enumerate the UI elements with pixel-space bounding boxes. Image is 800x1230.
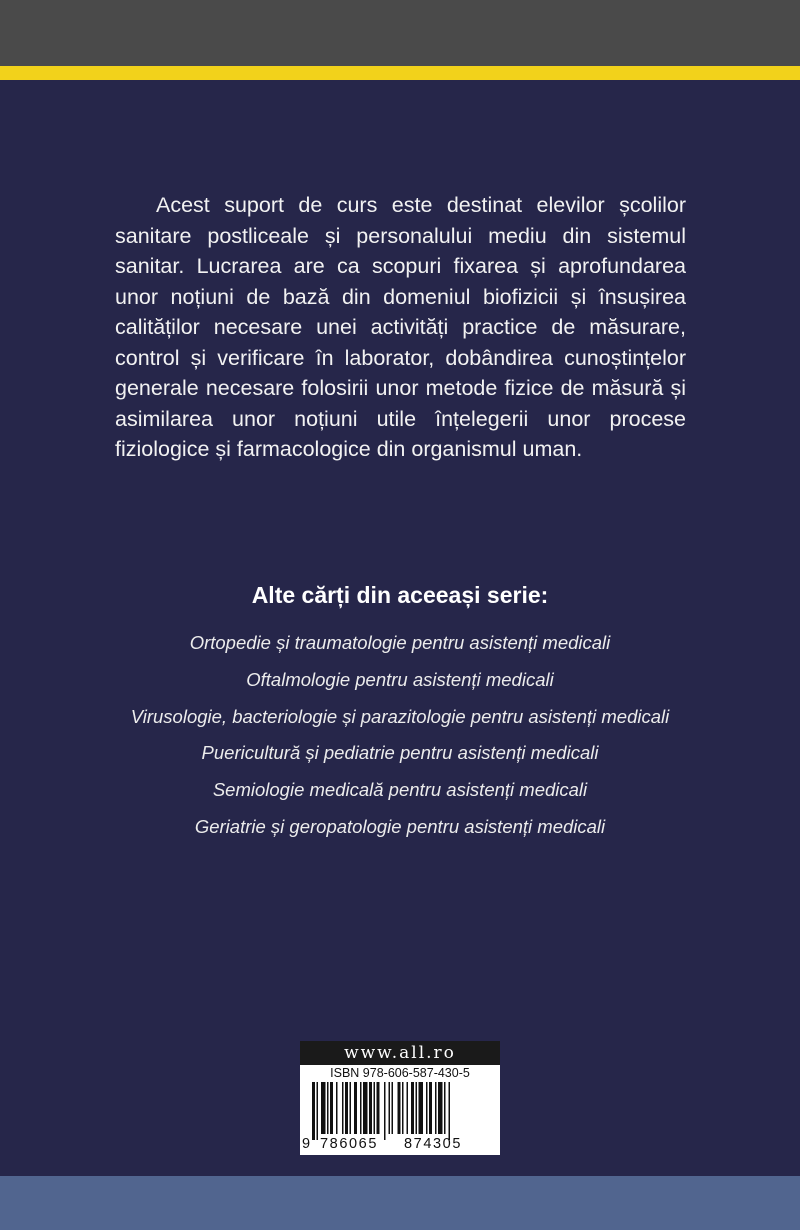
series-list (0, 628, 800, 849)
barcode-bar (438, 1082, 443, 1134)
barcode-bar (374, 1082, 376, 1134)
barcode-bar (354, 1082, 357, 1134)
bottom-band (0, 1176, 800, 1230)
top-band (0, 0, 800, 66)
barcode-bar (321, 1082, 326, 1134)
book-description: Acest suport de curs este destinat elevilor școlilor sanitare postliceale și personalului mediu din sistemul sanitar. Lucrarea are ca scopuri fixarea și aprofundarea unor noțiuni de bază din domeniul biofizicii și însușirea calităților necesare unei activități practice de măsurare, control și verificare în laborator, dobândirea cunoștințelor generale necesare folosirii unor metode fizice de măsură și asimilarea unor noțiuni utile înțelegerii unor procese fiziologice și farmacologice din organismul uman. (115, 193, 686, 461)
barcode-bar (429, 1082, 432, 1134)
series-item: Puericultură și pediatrie pentru asistenți medicali (201, 742, 599, 764)
series-title: Alte cărți din aceeași serie: (251, 582, 549, 608)
barcode-digits-left: 786065 (320, 1136, 378, 1152)
barcode-bar (360, 1082, 362, 1134)
barcode-bar (342, 1082, 344, 1134)
barcode-digits (300, 1136, 500, 1155)
barcode-bar (389, 1082, 391, 1134)
series-item: Virusologie, bacteriologie și parazitologie pentru asistenți medicali (130, 705, 670, 727)
barcode-bar (449, 1082, 451, 1140)
barcode-bar (350, 1082, 352, 1134)
series-item: Geriatrie și geropatologie pentru asistenți medicali (194, 815, 606, 837)
barcode-bar (416, 1082, 418, 1134)
barcode-bar (392, 1082, 394, 1134)
series-item: Ortopedie și traumatologie pentru asistenți medicali (189, 632, 611, 653)
barcode-bar (435, 1082, 437, 1134)
barcode-bar (426, 1082, 428, 1134)
barcode-bar (363, 1082, 368, 1134)
barcode-bar (444, 1082, 446, 1134)
barcode-bar (345, 1082, 348, 1134)
barcode-bar (317, 1082, 319, 1140)
barcode-digit-first: 9 (302, 1136, 311, 1152)
barcode-bar (398, 1082, 401, 1134)
isbn-label (300, 1065, 500, 1155)
barcode-bars (310, 1082, 490, 1140)
barcode-bar (419, 1082, 424, 1134)
barcode-bar (377, 1082, 380, 1134)
barcode-bar (384, 1082, 386, 1140)
isbn-text: ISBN 978-606-587-430-5 (330, 1066, 470, 1080)
barcode-bar (411, 1082, 414, 1134)
barcode-bar (402, 1082, 404, 1134)
barcode-bar (312, 1082, 315, 1140)
barcode-bar (330, 1082, 333, 1134)
barcode-box (300, 1041, 500, 1155)
barcode-bar (327, 1082, 329, 1134)
series-item: Oftalmologie pentru asistenți medicali (246, 668, 554, 690)
barcode-bar (369, 1082, 372, 1134)
yellow-stripe (0, 66, 800, 80)
barcode-bar (336, 1082, 338, 1134)
barcode-bar (407, 1082, 409, 1134)
barcode-digits-right: 874305 (404, 1136, 462, 1152)
publisher-website: www.all.ro (300, 1041, 500, 1065)
series-item: Semiologie medicală pentru asistenți medicali (212, 779, 588, 801)
